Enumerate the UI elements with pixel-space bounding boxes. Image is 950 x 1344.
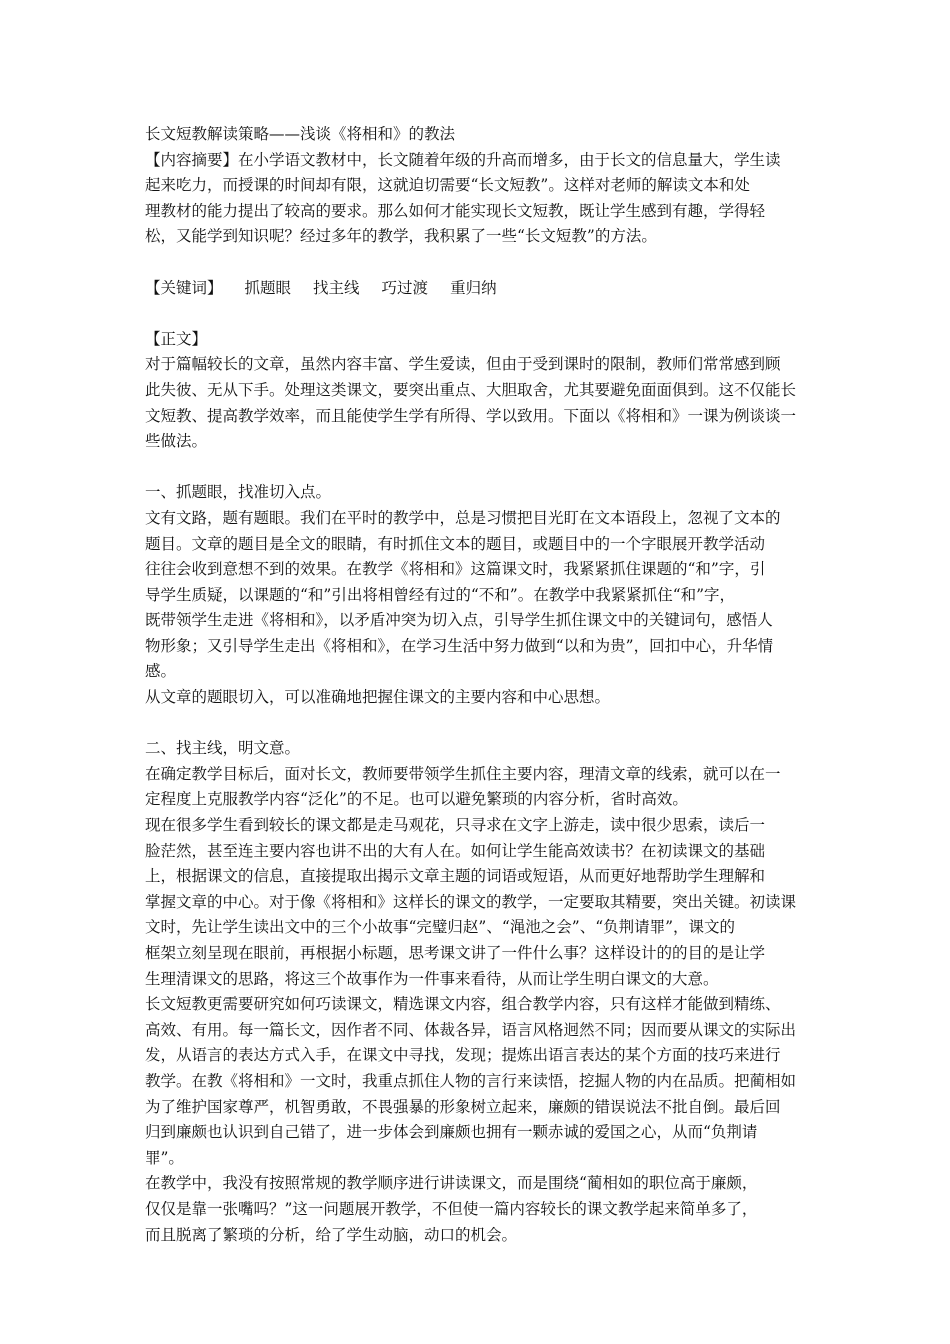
section-2-line: 上，根据课文的信息，直接提取出揭示文章主题的词语或短语，从而更好地帮助学生理解和 [145, 867, 766, 886]
section-2-heading: 二、找主线，明文意。 [145, 739, 301, 758]
section-2 [145, 736, 817, 1248]
spacer [145, 301, 817, 327]
spacer [145, 711, 817, 737]
section-1-line: 题目。文章的题目是全文的眼睛，有时抓住文本的题目，或题目中的一个字眼展开教学活动 [145, 534, 766, 553]
section-1 [145, 480, 817, 710]
section-2-line: 框架立刻呈现在眼前，再根据小标题，思考课文讲了一件什么事？这样设计的的目的是让学 [145, 944, 766, 962]
document-title: 长文短教解读策略——浅谈《将相和》的教法 [145, 125, 456, 143]
section-2-line: 仅仅是靠一张嘴吗？”这一问题展开教学，不但使一篇内容较长的课文教学起来简单多了， [145, 1199, 758, 1218]
section-2-line: 教学。在教《将相和》一文时，我重点抓住人物的言行来读悟，挖掘人物的内在品质。把蔺相如 [145, 1071, 797, 1090]
intro-line: 些做法。 [145, 432, 208, 451]
section-1-line: 物形象；又引导学生走出《将相和》，在学习生活中努力做到“以和为贵”，回扣中心，升华情 [145, 636, 774, 655]
spacer [145, 455, 817, 481]
abstract-line: 松，又能学到知识呢？经过多年的教学，我积累了一些“长文短教”的方法。 [145, 227, 657, 246]
body-heading: 【正文】 [145, 329, 208, 348]
section-1-line: 既带领学生走进《将相和》，以矛盾冲突为切入点，引导学生抓住课文中的关键词句，感悟人 [145, 611, 773, 630]
intro-line: 此失彼、无从下手。处理这类课文，要突出重点、大胆取舍，尤其要避免面面俱到。这不仅能长 [145, 380, 797, 399]
section-2-line: 归到廉颇也认识到自己错了，进一步体会到廉颇也拥有一颗赤诚的爱国之心，从而“负荆请 [145, 1123, 758, 1142]
section-2-line: 罪”。 [145, 1148, 184, 1167]
abstract-line: 起来吃力，而授课的时间却有限，这就迫切需要“长文短教”。这样对老师的解读文本和处 [145, 176, 750, 195]
keywords-label: 【关键词】 [145, 278, 223, 297]
section-2-line: 生理清课文的思路，将这三个故事作为一件事来看待，从而让学生明白课文的大意。 [145, 969, 719, 988]
section-2-line: 脸茫然，甚至连主要内容也讲不出的大有人在。如何让学生能高效读书？在初读课文的基础 [145, 841, 766, 860]
section-2-line: 现在很多学生看到较长的课文都是走马观花，只寻求在文字上游走，读中很少思索，读后一 [145, 816, 766, 835]
section-2-line: 定程度上克服教学内容“泛化”的不足。也可以避免繁琐的内容分析，省时高效。 [145, 790, 688, 809]
section-1-line: 导学生质疑，以课题的“和”引出将相曾经有过的“不和”。在教学中我紧紧抓住“和”字， [145, 585, 736, 604]
section-2-line: 在确定教学目标后，面对长文，教师要带领学生抓住主要内容，理清文章的线索，就可以在一 [145, 764, 781, 783]
intro-line: 对于篇幅较长的文章，虽然内容丰富、学生爱读，但由于受到课时的限制，教师们常常感到顾 [145, 355, 781, 374]
section-1-heading: 一、抓题眼，找准切入点。 [145, 483, 332, 502]
intro-paragraph [145, 352, 817, 454]
keyword-item: 找主线 [313, 278, 360, 297]
section-2-line: 文时，先让学生读出文中的三个小故事“完璧归赵”、“渑池之会”、“负荆请罪”，课文的 [145, 918, 736, 937]
section-1-line: 文有文路，题有题眼。我们在平时的教学中，总是习惯把目光盯在文本语段上，忽视了文本的 [145, 508, 781, 527]
section-1-line: 从文章的题眼切入，可以准确地把握住课文的主要内容和中心思想。 [145, 688, 611, 707]
section-1-line: 感。 [145, 662, 177, 681]
keywords-line [145, 276, 817, 302]
abstract [145, 148, 817, 250]
section-2-line: 发，从语言的表达方式入手，在课文中寻找，发现；提炼出语言表达的某个方面的技巧来进行 [145, 1046, 781, 1065]
keyword-item: 重归纳 [450, 278, 497, 297]
abstract-line: 理教材的能力提出了较高的要求。那么如何才能实现长文短教，既让学生感到有趣，学得轻 [145, 201, 766, 220]
intro-line: 文短教、提高教学效率，而且能使学生学有所得、学以致用。下面以《将相和》一课为例谈谈一 [145, 406, 797, 425]
document-page [145, 122, 817, 1248]
section-2-line: 长文短教更需要研究如何巧读课文，精选课文内容，组合教学内容，只有这样才能做到精练、 [145, 995, 781, 1014]
section-2-line: 为了维护国家尊严，机智勇敢，不畏强暴的形象树立起来，廉颇的错误说法不批自倒。最后回 [145, 1097, 781, 1116]
section-1-line: 往往会收到意想不到的效果。在教学《将相和》这篇课文时，我紧紧抓住课题的“和”字，引 [145, 560, 766, 579]
abstract-line: 【内容摘要】在小学语文教材中，长文随着年级的升高而增多，由于长文的信息量大，学生读 [145, 150, 781, 169]
section-2-line: 掌握文章的中心。对于像《将相和》这样长的课文的教学，一定要取其精要，突出关键。初读课 [145, 892, 797, 911]
section-2-line: 在教学中，我没有按照常规的教学顺序进行讲读课文，而是围绕“蔺相如的职位高于廉颇， [145, 1174, 758, 1193]
keyword-item: 巧过渡 [381, 278, 429, 297]
section-2-line: 而且脱离了繁琐的分析，给了学生动脑，动口的机会。 [145, 1225, 518, 1244]
section-2-line: 高效、有用。每一篇长文，因作者不同、体裁各异，语言风格迥然不同；因而要从课文的实际出 [145, 1020, 797, 1039]
keyword-item: 抓题眼 [244, 278, 292, 297]
spacer [145, 250, 817, 276]
